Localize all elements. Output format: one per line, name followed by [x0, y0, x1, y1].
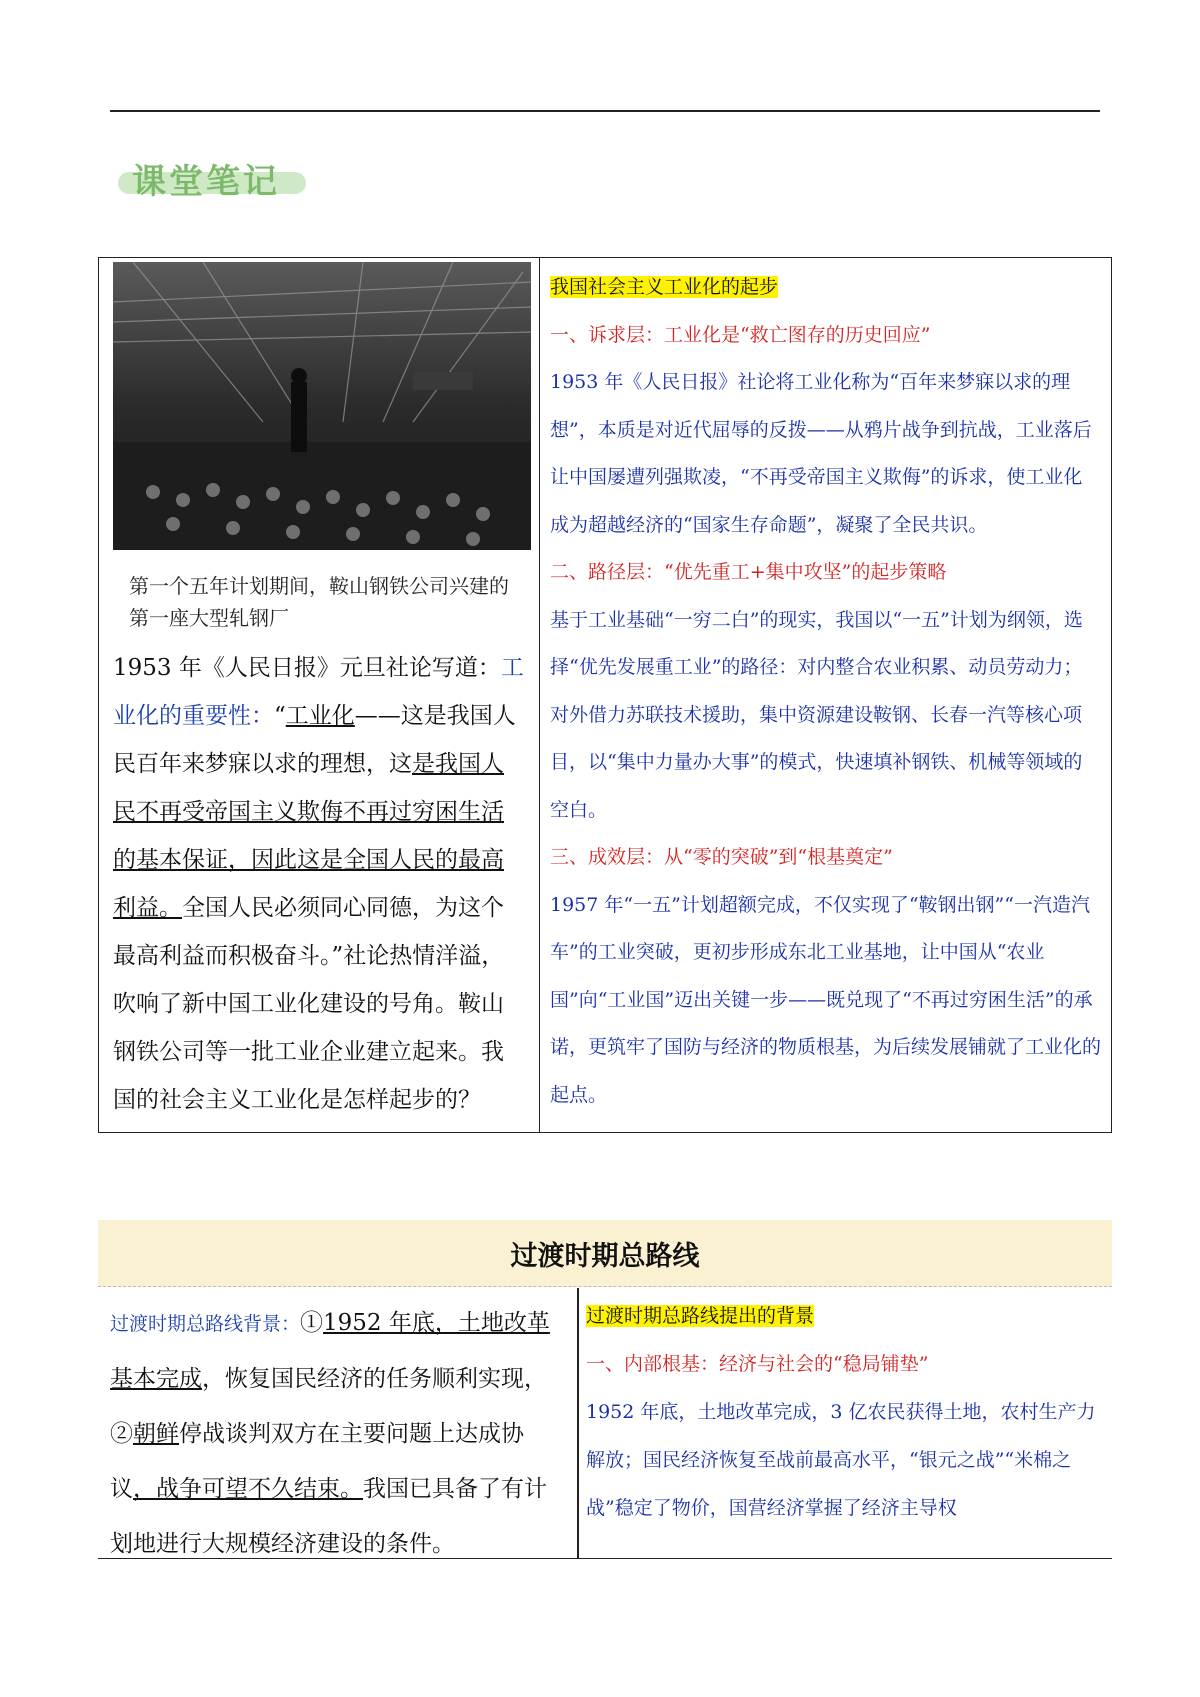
source-passage [113, 644, 525, 1124]
left-underline-3: ，战争可望不久结束。 [133, 1476, 363, 1502]
section2-left [110, 1296, 566, 1572]
section-title: 过渡时期总路线 [510, 1241, 700, 1272]
heading-3: 三、成效层：从“零的突破”到“根基奠定” [550, 846, 893, 868]
section-band [98, 1220, 1112, 1287]
body-2: 基于工业基础“一穷二白”的现实，我国以“一五”计划为纲领，选择“优先发展重工业”的路径：对内整合农业积累、动员劳动力；对外借力苏联技术援助，集中资源建设鞍钢、长春一汽等核心项目，以“集中力量办大事”的模式，快速填补钢铁、机械等领域的空白。 [550, 608, 1083, 821]
left-text-1: ① [300, 1310, 324, 1336]
top-rule [110, 110, 1100, 112]
right-column [540, 258, 1112, 1133]
heading-2: 二、路径层：“优先重工+集中攻坚”的起步策略 [550, 561, 947, 583]
class-notes-badge [118, 150, 306, 200]
notes-table [98, 257, 1112, 1133]
section2-body-1: 1952 年底，土地改革完成，3 亿农民获得土地，农村生产力解放；国民经济恢复至战前最高水平，“银元之战”“米棉之战”稳定了物价，国营经济掌握了经济主导权 [586, 1401, 1096, 1519]
factory-photo [113, 262, 531, 550]
passage-underline-2: 是我国人民不再受帝国主义欺侮不再过穷困生活的基本保证，因此这是全国人民的最高利益。 [113, 751, 504, 921]
background-label: 过渡时期总路线背景： [110, 1313, 301, 1335]
section2-block [98, 1288, 1112, 1559]
photo-caption: 第一个五年计划期间，鞍山钢铁公司兴建的第一座大型轧钢厂 [129, 574, 509, 630]
body-1: 1953 年《人民日报》社论将工业化称为“百年来梦寐以求的理想”，本质是对近代屈辱的反拨——从鸦片战争到抗战，工业落后让中国屡遭列强欺凌，“不再受帝国主义欺侮”的诉求，使工业化成为超越经济的“国家生存命题”，凝聚了全民共识。 [550, 371, 1092, 536]
left-text-2: ，恢复国民经济的任务顺利实现，② [110, 1366, 547, 1447]
badge-title: 课堂笔记 [132, 162, 280, 202]
factory-photo-image [113, 262, 531, 550]
heading-1: 一、诉求层：工业化是“救亡图存的历史回应” [550, 323, 931, 346]
left-text-4: 我国已具备了有计划地进行大规模经济建设的条件。 [110, 1476, 547, 1557]
notes-title: 我国社会主义工业化的起步 [550, 276, 779, 298]
notes-content [550, 264, 1101, 1119]
left-underline-2: 朝鲜 [133, 1421, 179, 1447]
body-3: 1957 年“一五”计划超额完成，不仅实现了“鞍钢出钢”“一汽造汽车”的工业突破，更初步形成东北工业基地，让中国从“农业国”向“工业国”迈出关键一步——既兑现了“不再过穷困生活”的承诺，更筑牢了国防与经济的物质根基，为后续发展铺就了工业化的起点。 [550, 893, 1102, 1106]
passage-intro: 1953 年《人民日报》元旦社论写道： [113, 655, 501, 681]
left-column [99, 258, 540, 1133]
passage-underline-1: 工业化 [285, 703, 355, 729]
passage-text-2: 全国人民必须同心同德，为这个最高利益而积极奋斗。”社论热情洋溢，吹响了新中国工业化建设的号角。鞍山钢铁公司等一批工业企业建立起来。我国的社会主义工业化是怎样起步的？ [113, 895, 505, 1113]
passage-text-1: ——这是我国人民百年来梦寐以求的理想，这 [113, 703, 516, 777]
left-text-3: 停战谈判双方在主要问题上达成协议 [110, 1421, 524, 1502]
section2-notes-title: 过渡时期总路线提出的背景 [586, 1305, 815, 1327]
column-divider [577, 1288, 579, 1558]
section2-heading-1: 一、内部根基：经济与社会的“稳局铺垫” [586, 1353, 929, 1375]
left-underline-1: 1952 年底，土地改革基本完成 [110, 1310, 550, 1392]
passage-quote-open: “ [274, 703, 286, 729]
section2-right [586, 1292, 1106, 1532]
passage-blue-note: 工业化的重要性： [113, 655, 524, 729]
